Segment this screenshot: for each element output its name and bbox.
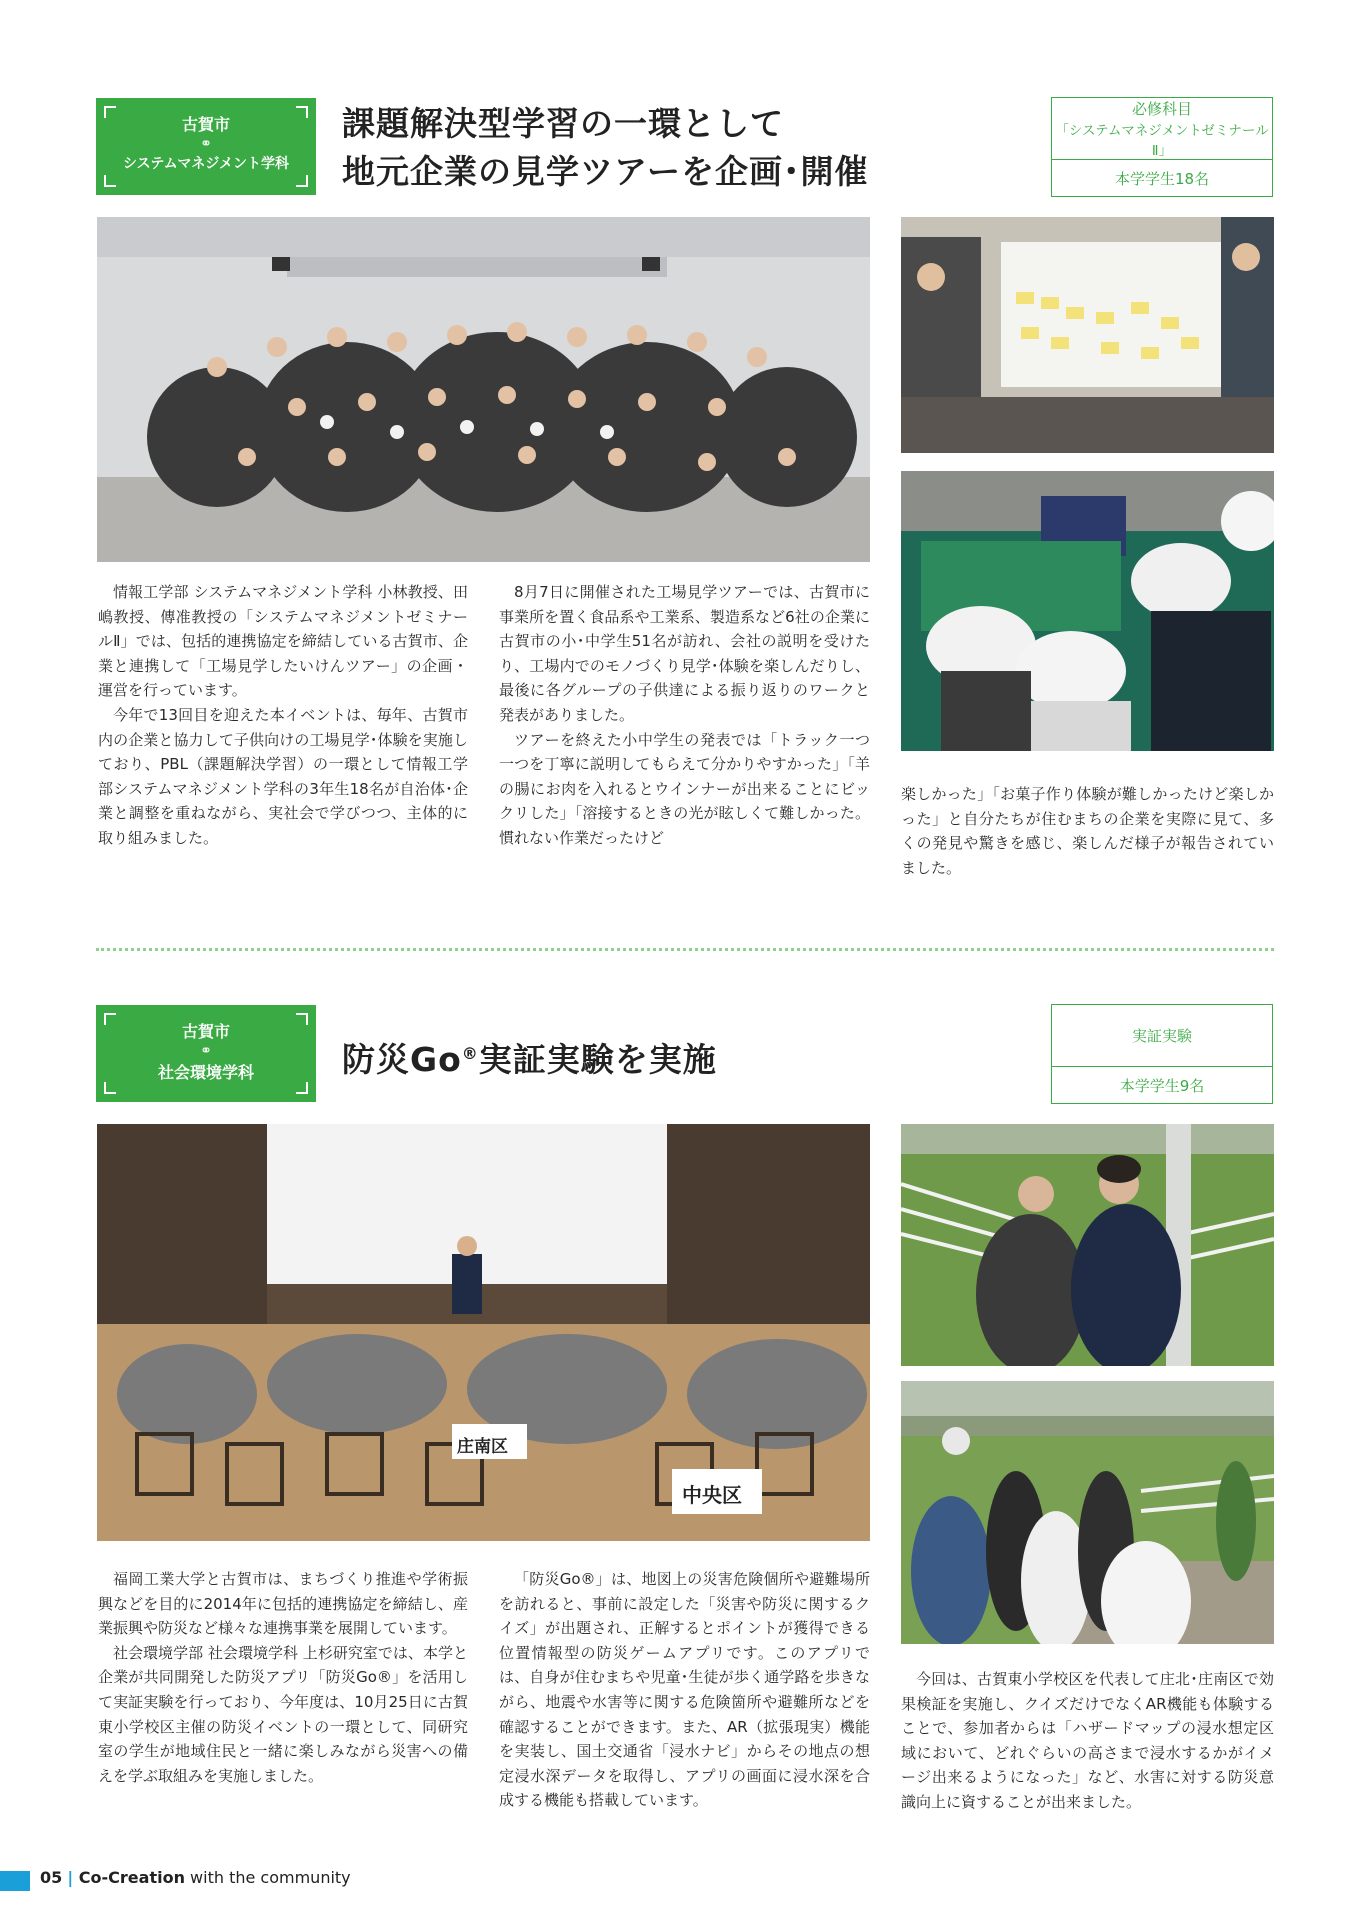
whiteboard-photo [901, 217, 1274, 453]
section1-tag [96, 98, 316, 195]
section1-headline [342, 100, 869, 196]
paragraph: 今回は、古賀東小学校区を代表して庄北･庄南区で効果検証を実施し、クイズだけでなくAR機能も体験することで、参加者からは「ハザードマップの浸水想定区域において、どれぐらいの高さまで浸水するかがイメージ出来るようになった」など、水害に対する防災意識向上に資することが出来ました。 [901, 1670, 1274, 1811]
tag-city: 古賀市 [181, 1022, 230, 1041]
headline-app-name: 防災Go [342, 1040, 462, 1079]
tag-dept: システムマネジメント学科 [123, 156, 289, 172]
page-number: 05 [40, 1868, 63, 1887]
registered-mark: ® [461, 1044, 479, 1063]
paragraph: 情報工学部 システムマネジメント学科 小林教授、田嶋教授、傳准教授の「システムマネジメントゼミナールⅡ」では、包括的連携協定を締結している古賀市、企業と連携して「工場見学したいけんツアー」の企画・運営を行っています。 [98, 583, 468, 700]
section1-column-1 [98, 580, 468, 851]
section1-info-box [1051, 97, 1273, 197]
headline-rest: 実証実験を実施 [478, 1040, 717, 1079]
headline-line-1: 課題解決型学習の一環として [342, 104, 784, 143]
paragraph: 福岡工業大学と古賀市は、まちづくり推進や学術振興などを目的に2014年に包括的連携協定を締結し、産業振興や防災など様々な連携事業を展開しています。 [98, 1570, 468, 1638]
section2-info-box [1051, 1004, 1273, 1104]
info-student-count: 本学学生9名 [1119, 1076, 1205, 1095]
lab-photo [901, 471, 1274, 751]
section1-column-3 [901, 782, 1274, 880]
section2-headline [342, 1030, 717, 1084]
paragraph: 楽しかった」「お菓子作り体験が難しかったけど楽しかった」と自分たちが住むまちの企業を実際に見て、多くの発見や驚きを感じ、楽しんだ様子が報告されていました。 [901, 785, 1274, 877]
info-student-count: 本学学生18名 [1114, 169, 1210, 188]
footer [40, 1868, 351, 1887]
group-photo [97, 217, 870, 562]
sign-label-chuo: 中央区 [682, 1483, 742, 1507]
sign-label-shonan: 庄南区 [457, 1437, 508, 1457]
footer-accent-bar [0, 1871, 30, 1891]
paragraph: 社会環境学部 社会環境学科 上杉研究室では、本学と企業が共同開発した防災アプリ「防災Go®」を活用して実証実験を行っており、今年度は、10月25日に古賀東小学校区主催の防災イベントの一環として、同研究室の学生が地域住民と一緒に楽しみながら災害への備えを学ぶ取組みを実施しました。 [98, 1643, 468, 1785]
gym-photo [97, 1124, 870, 1541]
field-photo-1 [901, 1124, 1274, 1366]
handshake-icon: ⚭ [200, 136, 212, 152]
footer-tagline: with the community [190, 1868, 351, 1887]
section2-column-1 [98, 1567, 468, 1788]
section2-column-2 [499, 1567, 870, 1813]
field-photo-2 [901, 1381, 1274, 1644]
footer-brand: Co-Creation [78, 1868, 185, 1887]
section2-tag [96, 1005, 316, 1102]
section2-column-3 [901, 1667, 1274, 1815]
info-course-name: 「システムマネジメントゼミナールⅡ」 [1055, 123, 1269, 159]
headline-line-2: 地元企業の見学ツアーを企画･開催 [342, 152, 869, 191]
paragraph: 8月7日に開催された工場見学ツアーでは、古賀市に事業所を置く食品系や工業系、製造系など6社の企業に古賀市の小･中学生51名が訪れ、会社の説明を受けたり、工場内でのモノづくり見学･体験を楽しんだりし、最後に各グループの子供達による振り返りのワークと発表がありました。 [499, 583, 870, 724]
info-course-type: 実証実験 [1131, 1027, 1192, 1045]
paragraph: 「防災Go®」は、地図上の災害危険個所や避難場所を訪れると、事前に設定した「災害や防災に関するクイズ」が出題され、正解するとポイントが獲得できる位置情報型の防災ゲームアプリです。このアプリでは、自身が住むまちや児童･生徒が歩く通学路を歩きながら、地震や水害等に関する危険箇所や避難所などを確認することができます。また、AR（拡張現実）機能を実装し、国土交通省「浸水ナビ」からその地点の想定浸水深データを取得し、アプリの画面に浸水深を合成する機能も搭載しています。 [499, 1570, 870, 1810]
tag-city: 古賀市 [181, 115, 230, 134]
section1-column-2 [499, 580, 870, 851]
handshake-icon: ⚭ [200, 1043, 212, 1059]
tag-dept: 社会環境学科 [157, 1063, 254, 1082]
paragraph: 今年で13回目を迎えた本イベントは、毎年、古賀市内の企業と協力して子供向けの工場見学･体験を実施しており、PBL（課題解決学習）の一環として情報工学部システムマネジメント学科の3年生18名が自治体･企業と調整を重ねながら、実社会で学びつつ、主体的に取り組みました。 [98, 705, 468, 847]
paragraph: ツアーを終えた小中学生の発表では「トラック一つ一つを丁寧に説明してもらえて分かりやすかった」「羊の腸にお肉を入れるとウインナーが出来ることにビックリした」「溶接するときの光が眩しくて難しかった。慣れない作業だったけど [499, 730, 870, 847]
footer-separator: | [67, 1868, 79, 1887]
info-course-type: 必修科目 [1131, 100, 1192, 118]
section-divider [96, 948, 1274, 951]
